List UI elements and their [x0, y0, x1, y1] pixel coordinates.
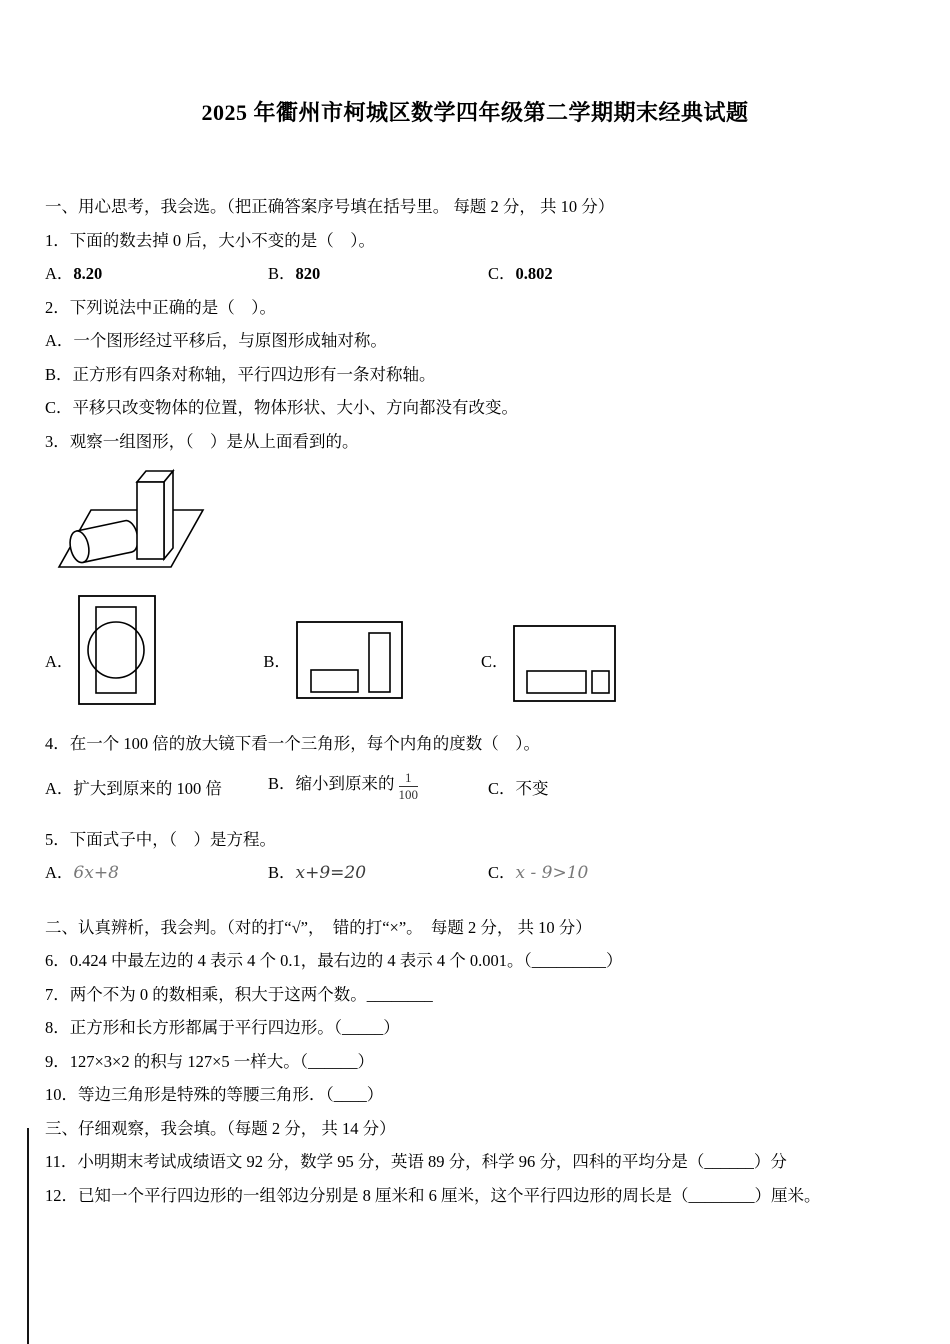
q1-option-b-value: 820	[295, 264, 321, 283]
fraction-numerator: 1	[399, 770, 419, 787]
q5-option-c-expression: x - 9>10	[515, 863, 589, 883]
q1-option-b	[268, 257, 488, 291]
q4-option-a: A．扩大到原来的 100 倍	[45, 778, 222, 798]
question-2-text: 2．下列说法中正确的是（ ）。	[45, 297, 276, 317]
question-5-text: 5．下面式子中，（ ）是方程。	[45, 829, 276, 849]
question-6-text: 6．0.424 中最左边的 4 表示 4 个 0.1，最右边的 4 表示 4 个 0.001。（_________）	[45, 951, 623, 970]
question-8-text: 8．正方形和长方形都属于平行四边形。（_____）	[45, 1018, 400, 1037]
q4-option-c: C．不变	[488, 778, 549, 798]
fraction-denominator: 100	[398, 787, 419, 802]
question-10-text: 10．等边三角形是特殊的等腰三角形．（____）	[45, 1085, 384, 1104]
q1-option-c-label: C．	[488, 264, 516, 283]
q5-option-b-label: B．	[268, 863, 296, 882]
q3-3d-scene-figure	[57, 466, 207, 571]
q5-option-c-label: C．	[488, 863, 516, 882]
q5-option-c	[488, 856, 905, 891]
question-3-text: 3．观察一组图形，（ ）是从上面看到的。	[45, 431, 359, 451]
question-1-options	[45, 257, 905, 291]
q3-option-b-figure	[296, 621, 403, 699]
q1-option-a-label: A．	[45, 264, 74, 283]
question-11-text: 11．小明期末考试成绩语文 92 分，数学 95 分，英语 89 分，科学 96 分，四科的平均分是（______）分	[45, 1152, 787, 1171]
q3-option-a-label: A．	[45, 652, 74, 671]
q5-option-b-expression: x+9=20	[295, 863, 367, 883]
question-5-options	[45, 856, 905, 891]
question-9-text: 9．127×3×2 的积与 127×5 一样大。（______）	[45, 1051, 375, 1071]
q3-option-a-figure	[78, 595, 156, 705]
question-4-text: 4．在一个 100 倍的放大镜下看一个三角形，每个内角的度数（ ）。	[45, 734, 540, 753]
question-3-options	[45, 595, 905, 705]
left-margin-line	[27, 1128, 29, 1344]
q5-option-a-label: A．	[45, 863, 74, 882]
q5-option-a-expression: 6x+8	[73, 863, 119, 883]
q5-option-a	[45, 856, 268, 891]
section-3-heading: 三、仔细观察，我会填。（每题 2 分， 共 14 分）	[45, 1118, 396, 1138]
q3-option-c-figure	[513, 625, 616, 702]
q4-option-b-fraction	[399, 770, 419, 803]
section-1-heading: 一、用心思考，我会选。（把正确答案序号填在括号里。 每题 2 分， 共 10 分）	[45, 197, 615, 216]
q2-option-c: C．平移只改变物体的位置，物体形状、大小、方向都没有改变。	[45, 398, 519, 417]
q2-option-a: A．一个图形经过平移后，与原图形成轴对称。	[45, 331, 387, 350]
question-4-options	[45, 761, 905, 813]
q1-option-c	[488, 257, 905, 291]
question-1-text: 1．下面的数去掉 0 后，大小不变的是（ ）。	[45, 230, 375, 250]
question-12-text: 12．已知一个平行四边形的一组邻边分别是 8 厘米和 6 厘米，这个平行四边形的周长是（________）厘米。	[45, 1185, 821, 1205]
q1-option-c-value: 0.802	[515, 264, 553, 283]
paper-title: 2025 年衢州市柯城区数学四年级第二学期期末经典试题	[201, 100, 749, 125]
q5-option-b	[268, 856, 488, 891]
question-7-text: 7．两个不为 0 的数相乘，积大于这两个数。________	[45, 984, 433, 1004]
q2-option-b: B．正方形有四条对称轴，平行四边形有一条对称轴。	[45, 364, 436, 384]
q4-option-b	[268, 770, 488, 803]
q4-option-b-text: B．缩小到原来的	[268, 774, 395, 793]
section-2-heading: 二、认真辨析，我会判。（对的打“√”， 错的打“×”。 每题 2 分， 共 10 分）	[45, 917, 592, 937]
q1-option-b-label: B．	[268, 264, 296, 283]
q1-option-a	[45, 257, 268, 291]
q3-option-b-label: B．	[263, 652, 291, 671]
q1-option-a-value: 8.20	[73, 264, 103, 283]
q3-option-c-label: C．	[480, 652, 509, 671]
